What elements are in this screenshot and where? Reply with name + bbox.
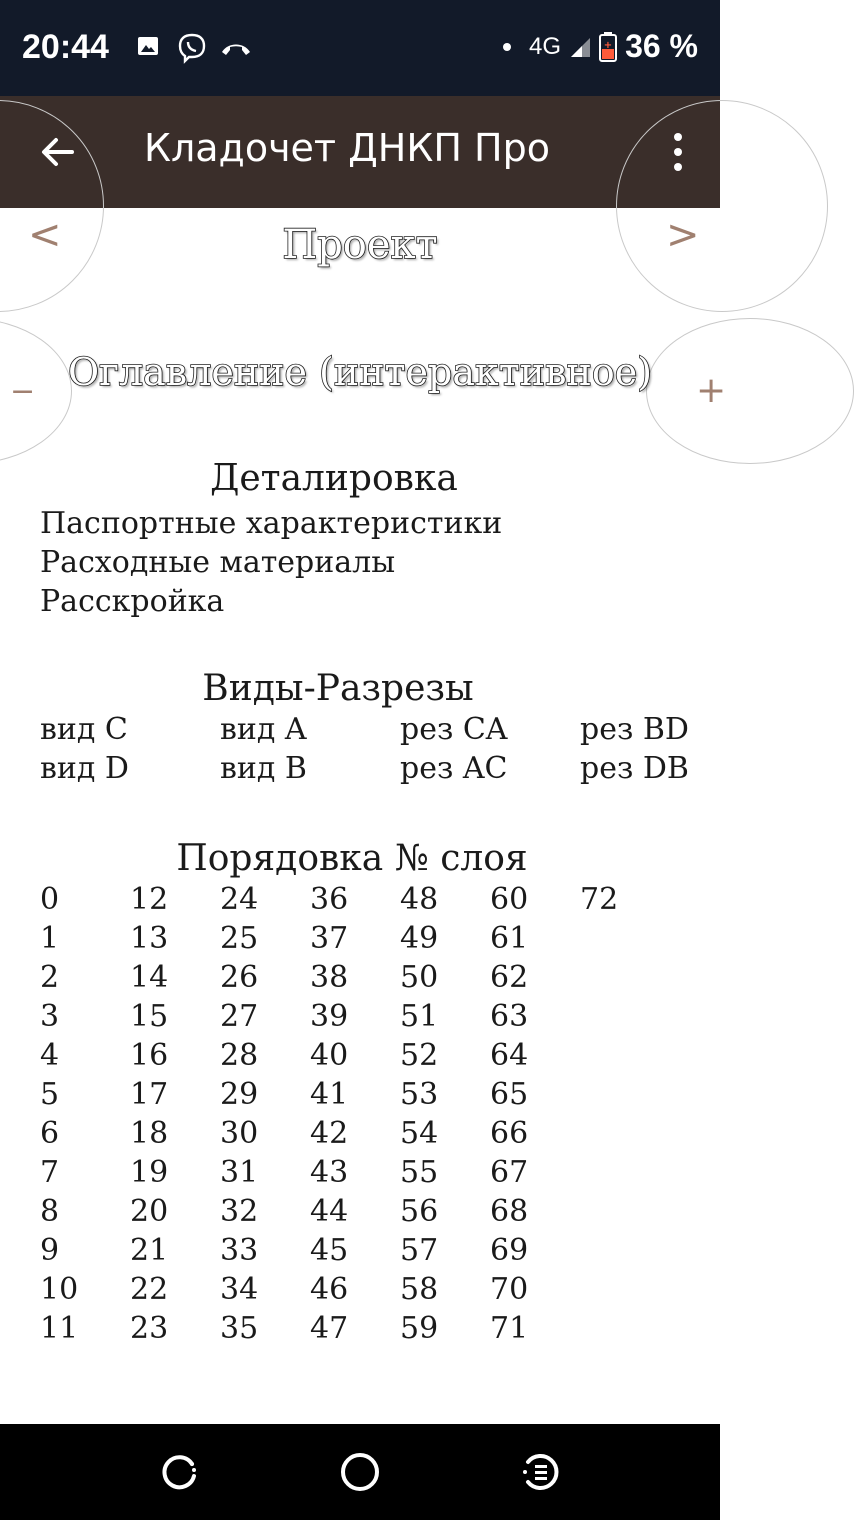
status-bar <box>0 0 720 96</box>
layer-link[interactable]: 19 <box>130 1155 169 1190</box>
layer-link <box>580 1311 670 1350</box>
layer-link[interactable]: 71 <box>490 1311 529 1346</box>
layer-link <box>580 1233 670 1272</box>
layer-link[interactable]: 44 <box>310 1194 349 1229</box>
detail-item-materials[interactable]: Расходные материалы <box>40 545 396 580</box>
layer-link[interactable]: 61 <box>490 921 529 956</box>
app-title: Кладочет ДНКП Про <box>144 126 550 170</box>
layer-link[interactable]: 51 <box>400 999 439 1034</box>
layer-link[interactable]: 10 <box>40 1272 79 1307</box>
layer-link[interactable]: 30 <box>220 1116 259 1151</box>
layer-link <box>580 999 670 1038</box>
layer-link[interactable]: 57 <box>400 1233 439 1268</box>
layer-link[interactable]: 43 <box>310 1155 349 1190</box>
main-content <box>0 208 727 1424</box>
view-link[interactable]: вид B <box>220 751 307 786</box>
detail-item-passport[interactable]: Паспортные характеристики <box>40 506 503 541</box>
layer-link[interactable]: 58 <box>400 1272 439 1307</box>
layers-row <box>40 882 670 921</box>
layer-link[interactable]: 21 <box>130 1233 169 1268</box>
layer-link[interactable]: 17 <box>130 1077 169 1112</box>
views-heading: Виды-Разрезы <box>202 668 474 709</box>
layer-link <box>580 921 670 960</box>
layer-link[interactable]: 9 <box>40 1233 60 1268</box>
layer-link[interactable]: 48 <box>400 882 439 917</box>
layer-link <box>580 1272 670 1311</box>
next-arrow-icon: > <box>666 212 700 258</box>
next-page-button[interactable] <box>616 100 828 312</box>
layer-link[interactable]: 59 <box>400 1311 439 1346</box>
status-time: 20:44 <box>22 28 109 66</box>
layer-link[interactable]: 52 <box>400 1038 439 1073</box>
layer-link[interactable]: 16 <box>130 1038 169 1073</box>
battery-icon <box>599 32 617 62</box>
layer-link[interactable]: 34 <box>220 1272 259 1307</box>
detail-heading: Деталировка <box>210 458 458 499</box>
system-nav-bar <box>0 1424 720 1520</box>
status-right <box>503 28 698 65</box>
section-link[interactable]: рез DB <box>580 751 689 786</box>
layer-link[interactable]: 62 <box>490 960 529 995</box>
layer-link[interactable]: 32 <box>220 1194 259 1229</box>
prev-arrow-icon: < <box>28 212 62 258</box>
layer-link[interactable]: 33 <box>220 1233 259 1268</box>
views-row <box>40 712 760 751</box>
layer-link[interactable]: 0 <box>40 882 60 917</box>
layer-link[interactable]: 54 <box>400 1116 439 1151</box>
layers-row <box>40 1272 670 1311</box>
toc-title: Оглавление (интерактивное) <box>67 350 653 394</box>
layers-row <box>40 1233 670 1272</box>
layer-link[interactable]: 72 <box>580 882 619 917</box>
layers-row <box>40 1194 670 1233</box>
layer-link[interactable]: 39 <box>310 999 349 1034</box>
layer-link[interactable]: 47 <box>310 1311 349 1346</box>
layer-link[interactable]: 65 <box>490 1077 529 1112</box>
layer-link[interactable]: 45 <box>310 1233 349 1268</box>
image-icon <box>136 34 160 62</box>
zoom-in-icon: + <box>696 370 727 411</box>
assistant-button[interactable] <box>516 1448 564 1496</box>
layer-link[interactable]: 41 <box>310 1077 349 1112</box>
layer-link[interactable]: 18 <box>130 1116 169 1151</box>
layer-link[interactable]: 60 <box>490 882 529 917</box>
detail-item-cutting[interactable]: Расскройка <box>40 584 225 619</box>
layer-link[interactable]: 27 <box>220 999 259 1034</box>
layer-link[interactable]: 23 <box>130 1311 169 1346</box>
layer-link[interactable]: 24 <box>220 882 259 917</box>
layer-link[interactable]: 11 <box>40 1311 79 1346</box>
layer-link[interactable]: 50 <box>400 960 439 995</box>
refresh-icon <box>158 1450 202 1494</box>
layer-link[interactable]: 37 <box>310 921 349 956</box>
viber-icon <box>176 32 208 68</box>
layers-row <box>40 1155 670 1194</box>
layer-link[interactable]: 70 <box>490 1272 529 1307</box>
layers-row <box>40 1077 670 1116</box>
app-bar <box>0 96 720 208</box>
layers-row <box>40 1116 670 1155</box>
layer-link[interactable]: 6 <box>40 1116 60 1151</box>
layers-row <box>40 1038 670 1077</box>
home-button[interactable] <box>336 1448 384 1496</box>
view-link[interactable]: вид D <box>40 751 129 786</box>
zoom-out-icon: − <box>10 374 36 409</box>
layer-link[interactable]: 69 <box>490 1233 529 1268</box>
layer-link[interactable]: 49 <box>400 921 439 956</box>
section-link[interactable]: рез AC <box>400 751 508 786</box>
layer-link[interactable]: 8 <box>40 1194 60 1229</box>
missed-call-icon <box>220 38 252 62</box>
layer-link[interactable]: 20 <box>130 1194 169 1229</box>
layer-link[interactable]: 29 <box>220 1077 259 1112</box>
layer-link[interactable]: 2 <box>40 960 60 995</box>
signal-icon <box>569 36 591 58</box>
layer-link[interactable]: 7 <box>40 1155 60 1190</box>
section-link[interactable]: рез CA <box>400 712 508 747</box>
layer-link[interactable]: 12 <box>130 882 169 917</box>
recent-apps-button[interactable] <box>156 1448 204 1496</box>
layer-link[interactable]: 67 <box>490 1155 529 1190</box>
layer-link[interactable]: 14 <box>130 960 169 995</box>
layer-link[interactable]: 26 <box>220 960 259 995</box>
layer-link[interactable]: 3 <box>40 999 60 1034</box>
layers-row <box>40 960 670 999</box>
layer-link[interactable]: 55 <box>400 1155 439 1190</box>
layer-link <box>580 960 670 999</box>
layers-row <box>40 921 670 960</box>
layer-link[interactable]: 56 <box>400 1194 439 1229</box>
layer-link[interactable]: 28 <box>220 1038 259 1073</box>
project-title[interactable]: Проект <box>282 222 438 268</box>
layer-link <box>580 1116 670 1155</box>
layer-link[interactable]: 25 <box>220 921 259 956</box>
layers-row <box>40 1311 670 1350</box>
layer-link[interactable]: 68 <box>490 1194 529 1229</box>
layer-link[interactable]: 5 <box>40 1077 60 1112</box>
layer-link[interactable]: 66 <box>490 1116 529 1151</box>
menu-circle-icon <box>518 1450 562 1494</box>
view-link[interactable]: вид C <box>40 712 128 747</box>
svg-text:+: + <box>603 39 613 51</box>
battery-percent: 36 % <box>625 28 698 64</box>
layer-link[interactable]: 64 <box>490 1038 529 1073</box>
layer-link[interactable]: 4 <box>40 1038 60 1073</box>
layer-link[interactable]: 15 <box>130 999 169 1034</box>
layer-link <box>580 1077 670 1116</box>
views-row <box>40 751 760 790</box>
layer-link <box>580 1038 670 1077</box>
layer-link[interactable]: 46 <box>310 1272 349 1307</box>
layer-link[interactable]: 42 <box>310 1116 349 1151</box>
layer-link[interactable]: 38 <box>310 960 349 995</box>
layer-link[interactable]: 1 <box>40 921 60 956</box>
layer-link[interactable]: 31 <box>220 1155 259 1190</box>
layers-heading: Порядовка № слоя <box>176 838 528 879</box>
layer-link[interactable]: 40 <box>310 1038 349 1073</box>
section-link[interactable]: рез BD <box>580 712 689 747</box>
layer-link <box>580 1155 670 1194</box>
layer-link[interactable]: 36 <box>310 882 349 917</box>
layer-link[interactable]: 13 <box>130 921 169 956</box>
notification-dot-icon <box>503 43 511 51</box>
layer-link[interactable]: 63 <box>490 999 529 1034</box>
layer-link[interactable]: 53 <box>400 1077 439 1112</box>
layer-link[interactable]: 22 <box>130 1272 169 1307</box>
layer-link <box>580 1194 670 1233</box>
view-link[interactable]: вид A <box>220 712 307 747</box>
layer-link[interactable]: 35 <box>220 1311 259 1346</box>
home-circle-icon <box>338 1450 382 1494</box>
layers-row <box>40 999 670 1038</box>
network-type: 4G <box>529 32 562 60</box>
